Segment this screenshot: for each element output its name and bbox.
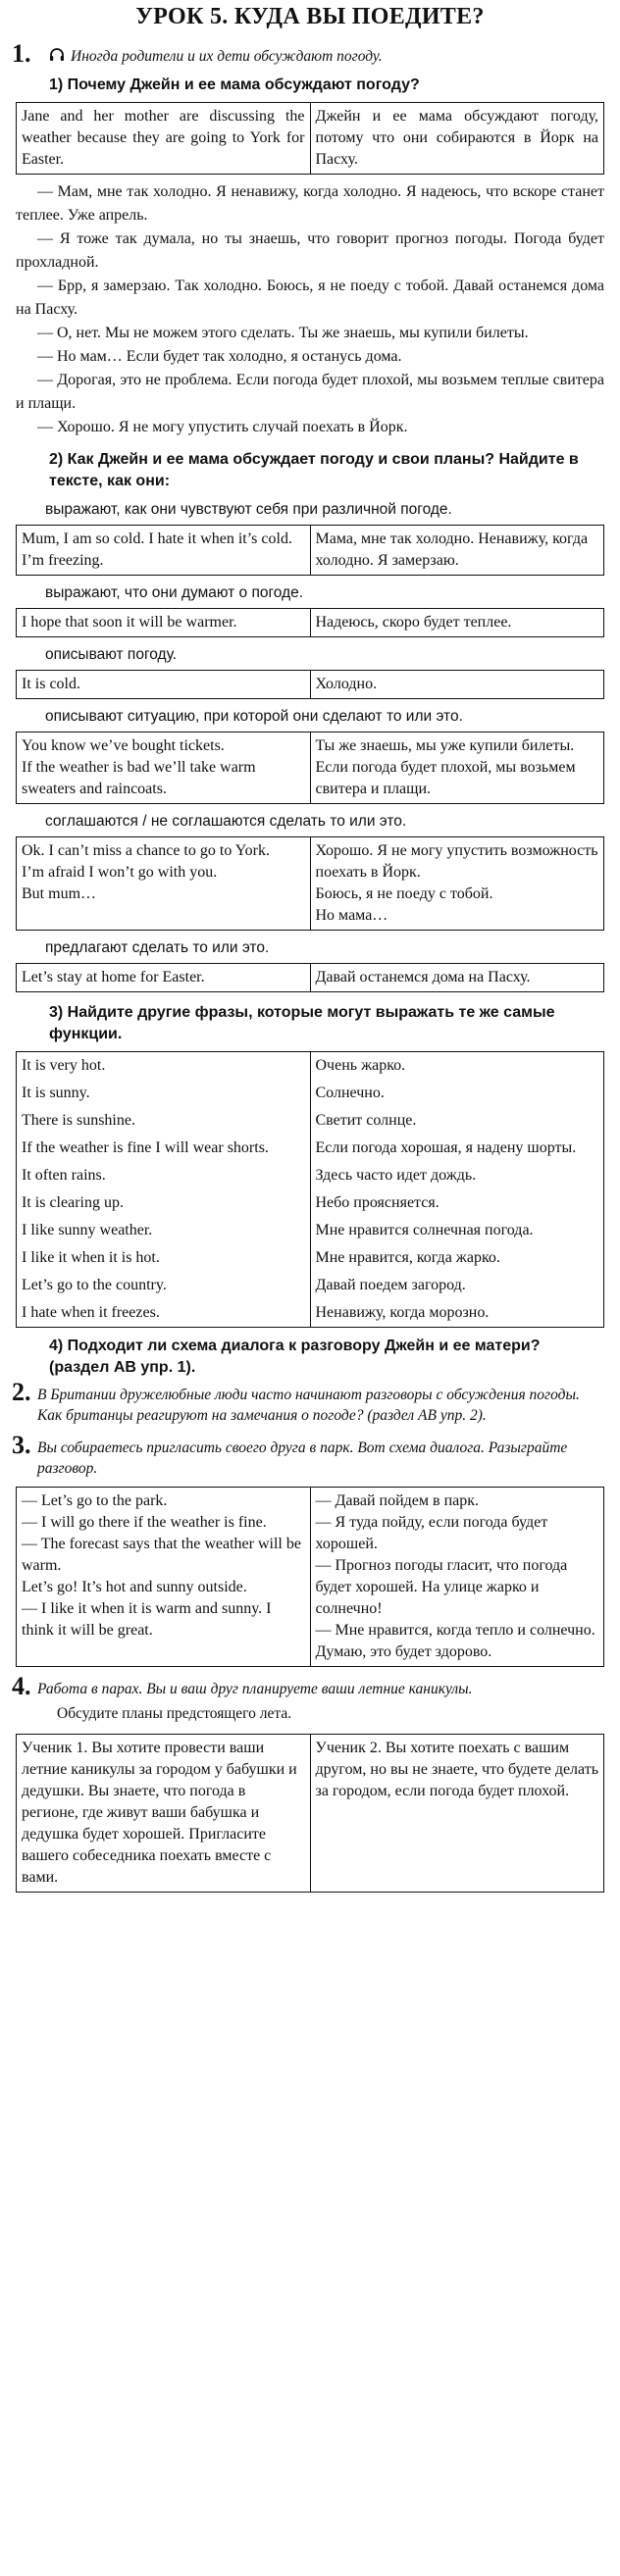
function-en [17,837,311,931]
exercise-number: 1. [12,39,31,68]
table-row [17,1080,604,1107]
exercise-instruction: Работа в парах. Вы и ваш друг планируете ваши летние каникулы. [37,1681,473,1697]
exercise-2 [12,1378,604,1426]
table-row [17,1162,604,1189]
table-row [17,1189,604,1217]
function-ru [310,609,604,637]
function-ru [310,732,604,804]
dialog-line: — Хорошо. Я не могу упустить случай поехать в Йорк. [37,419,408,435]
question-3: 3) Найдите другие фразы, которые могут выражать те же самые функции. [49,1004,555,1042]
function-table [16,836,604,931]
function-en-line: It is cold. [22,676,80,692]
function-lead: предлагают сделать то или это. [45,939,270,956]
table-row [17,1052,604,1081]
function-en [17,964,311,992]
function-ru [310,837,604,931]
function-en-line: I hope that soon it will be warmer. [22,614,237,631]
scheme-en-line: — I will go there if the weather is fine. [22,1514,267,1531]
function-en-line: Mum, I am so cold. I hate it when it’s cold. I’m freezing. [22,530,292,569]
question-4: 4) Подходит ли схема диалога к разговору Джейн и ее матери? (раздел АВ упр. 1). [49,1338,541,1376]
phrase-ru: Ненавижу, когда морозно. [310,1299,604,1328]
scheme-en-line: Let’s go! It’s hot and sunny outside. [22,1579,247,1595]
function-lead: выражают, как они чувствуют себя при различной погоде. [45,501,452,518]
function-en [17,671,311,699]
function-ru-line: Холодно. [315,676,378,692]
phrase-ru: Мне нравится солнечная погода. [310,1217,604,1244]
dialog-line: — Я тоже так думала, но ты знаешь, что говорит прогноз погоды. Погода будет прохладной. [16,230,604,271]
roles-table [16,1734,604,1893]
phrase-en: There is sunshine. [17,1107,311,1135]
function-lead: выражают, что они думают о погоде. [45,584,304,601]
function-table [16,608,604,637]
function-ru [310,526,604,576]
function-en-line: Let’s stay at home for Easter. [22,969,205,985]
phrase-en: I like sunny weather. [17,1217,311,1244]
phrase-ru: Давай поедем загород. [310,1272,604,1299]
table-row [17,1107,604,1135]
dialog-text [16,180,604,439]
function-en-line: You know we’ve bought tickets. [22,737,225,754]
student-1-card: Ученик 1. Вы хотите провести ваши летние каникулы за городом у бабушки и дедушки. Вы знаете, что погода в регионе, где живут ваши бабушка и дедушка будет хорошей. Пригласите вашего собеседника поехать вместе с вами. [17,1735,311,1893]
scheme-en-line: — I like it when it is warm and sunny. I think it will be great. [22,1600,272,1639]
scheme-en-line: — Let’s go to the park. [22,1492,168,1509]
table-row [17,1244,604,1272]
answer-table-1 [16,102,604,175]
exercise-3 [12,1431,604,1667]
exercise-1 [12,39,604,1379]
phrase-en: If the weather is fine I will wear shorts. [17,1135,311,1162]
phrase-ru: Здесь часто идет дождь. [310,1162,604,1189]
function-ru-line: Мама, мне так холодно. Ненавижу, когда холодно. Я замерзаю. [315,530,589,569]
headphones-icon [49,48,65,62]
scheme-ru [310,1488,604,1667]
dialog-scheme-table [16,1487,604,1667]
scheme-ru-line: — Я туда пойду, если погода будет хорошей. [315,1514,548,1552]
phrase-ru: Мне нравится, когда жарко. [310,1244,604,1272]
function-en-line: If the weather is bad we’ll take warm sweaters and raincoats. [22,759,256,797]
function-ru [310,671,604,699]
dialog-line: — Брр, я замерзаю. Так холодно. Боюсь, я не поеду с тобой. Давай останемся дома на Пасху. [16,278,604,318]
function-table [16,670,604,699]
function-table [16,732,604,804]
table-row [17,1272,604,1299]
lesson-title: УРОК 5. КУДА ВЫ ПОЕДИТЕ? [135,4,485,29]
function-en [17,609,311,637]
dialog-line: — Дорогая, это не проблема. Если погода будет плохой, мы возьмем теплые свитера и плащи. [16,372,604,412]
student-2-card: Ученик 2. Вы хотите поехать с вашим другом, но вы не знаете, что будете делать за городом, если погода будет плохой. [310,1735,604,1893]
scheme-ru-line: — Мне нравится, когда тепло и солнечно. Думаю, это будет здорово. [315,1622,595,1660]
dialog-line: — Но мам… Если будет так холодно, я останусь дома. [37,348,402,365]
table-row [17,1217,604,1244]
scheme-en-line: — The forecast says that the weather will be warm. [22,1536,301,1574]
exercise-number: 3. [12,1431,31,1459]
exercise-number: 2. [12,1378,31,1406]
phrase-en: It is sunny. [17,1080,311,1107]
function-ru-line: Боюсь, я не поеду с тобой. [315,885,493,902]
dialog-line: — Мам, мне так холодно. Я ненавижу, когда холодно. Я надеюсь, что вскоре станет теплее. Уже апрель. [16,183,604,224]
function-ru-line: Ты же знаешь, мы уже купили билеты. [315,737,575,754]
phrase-ru: Солнечно. [310,1080,604,1107]
phrase-ru: Небо проясняется. [310,1189,604,1217]
phrase-en: It often rains. [17,1162,311,1189]
exercise-instruction: Вы собираетесь пригласить своего друга в парк. Вот схема диалога. Разыграйте разговор. [37,1440,568,1477]
function-ru-line: Хорошо. Я не могу упустить возможность поехать в Йорк. [315,842,598,881]
function-table [16,525,604,576]
function-lead: описывают ситуацию, при которой они сделают то или это. [45,708,463,725]
exercise-number: 4. [12,1672,31,1700]
answer-ru: Джейн и ее мама обсуждают погоду, потому что они собираются в Йорк на Пасху. [310,103,604,175]
function-ru [310,964,604,992]
phrase-en: Let’s go to the country. [17,1272,311,1299]
question-2: 2) Как Джейн и ее мама обсуждает погоду и свои планы? Найдите в тексте, как они: [49,451,579,489]
function-table [16,963,604,992]
function-ru-line: Надеюсь, скоро будет теплее. [315,614,512,631]
page [12,0,604,1893]
phrase-ru: Светит солнце. [310,1107,604,1135]
phrase-en: It is clearing up. [17,1189,311,1217]
phrase-en: I hate when it freezes. [17,1299,311,1328]
phrases-table [16,1051,604,1328]
dialog-line: — О, нет. Мы не можем этого сделать. Ты же знаешь, мы купили билеты. [37,325,529,341]
functions-list [16,498,604,992]
function-en-line: But mum… [22,885,97,902]
function-ru-line: Если погода будет плохой, мы возьмем свитера и плащи. [315,759,576,797]
table-row [17,1135,604,1162]
exercise-instruction: В Британии дружелюбные люди часто начинают разговоры с обсуждения погоды. Как британцы реагируют на замечания о погоде? (раздел АВ упр. 2). [37,1387,580,1424]
function-en [17,732,311,804]
phrase-en: It is very hot. [17,1052,311,1081]
exercise-subinstruction: Обсудите планы предстоящего лета. [57,1705,292,1722]
phrase-en: I like it when it is hot. [17,1244,311,1272]
scheme-en [17,1488,311,1667]
exercise-instruction [49,46,604,67]
table-row [17,1299,604,1328]
function-ru-line: Давай останемся дома на Пасху. [315,969,531,985]
function-en [17,526,311,576]
question-1: 1) Почему Джейн и ее мама обсуждают погоду? [49,76,420,93]
scheme-ru-line: — Давай пойдем в парк. [315,1492,480,1509]
phrase-ru: Очень жарко. [310,1052,604,1081]
function-lead: соглашаются / не соглашаются сделать то или это. [45,813,407,830]
instruction-text: Иногда родители и их дети обсуждают погоду. [71,48,383,65]
exercise-4 [12,1672,604,1893]
answer-en: Jane and her mother are discussing the weather because they are going to York for Easter. [17,103,311,175]
function-lead: описывают погоду. [45,646,178,663]
function-ru-line: Но мама… [315,907,388,924]
phrase-ru: Если погода хорошая, я надену шорты. [310,1135,604,1162]
scheme-ru-line: — Прогноз погоды гласит, что погода будет хорошей. На улице жарко и солнечно! [315,1557,568,1617]
function-en-line: I’m afraid I won’t go with you. [22,864,218,881]
function-en-line: Ok. I can’t miss a chance to go to York. [22,842,270,859]
